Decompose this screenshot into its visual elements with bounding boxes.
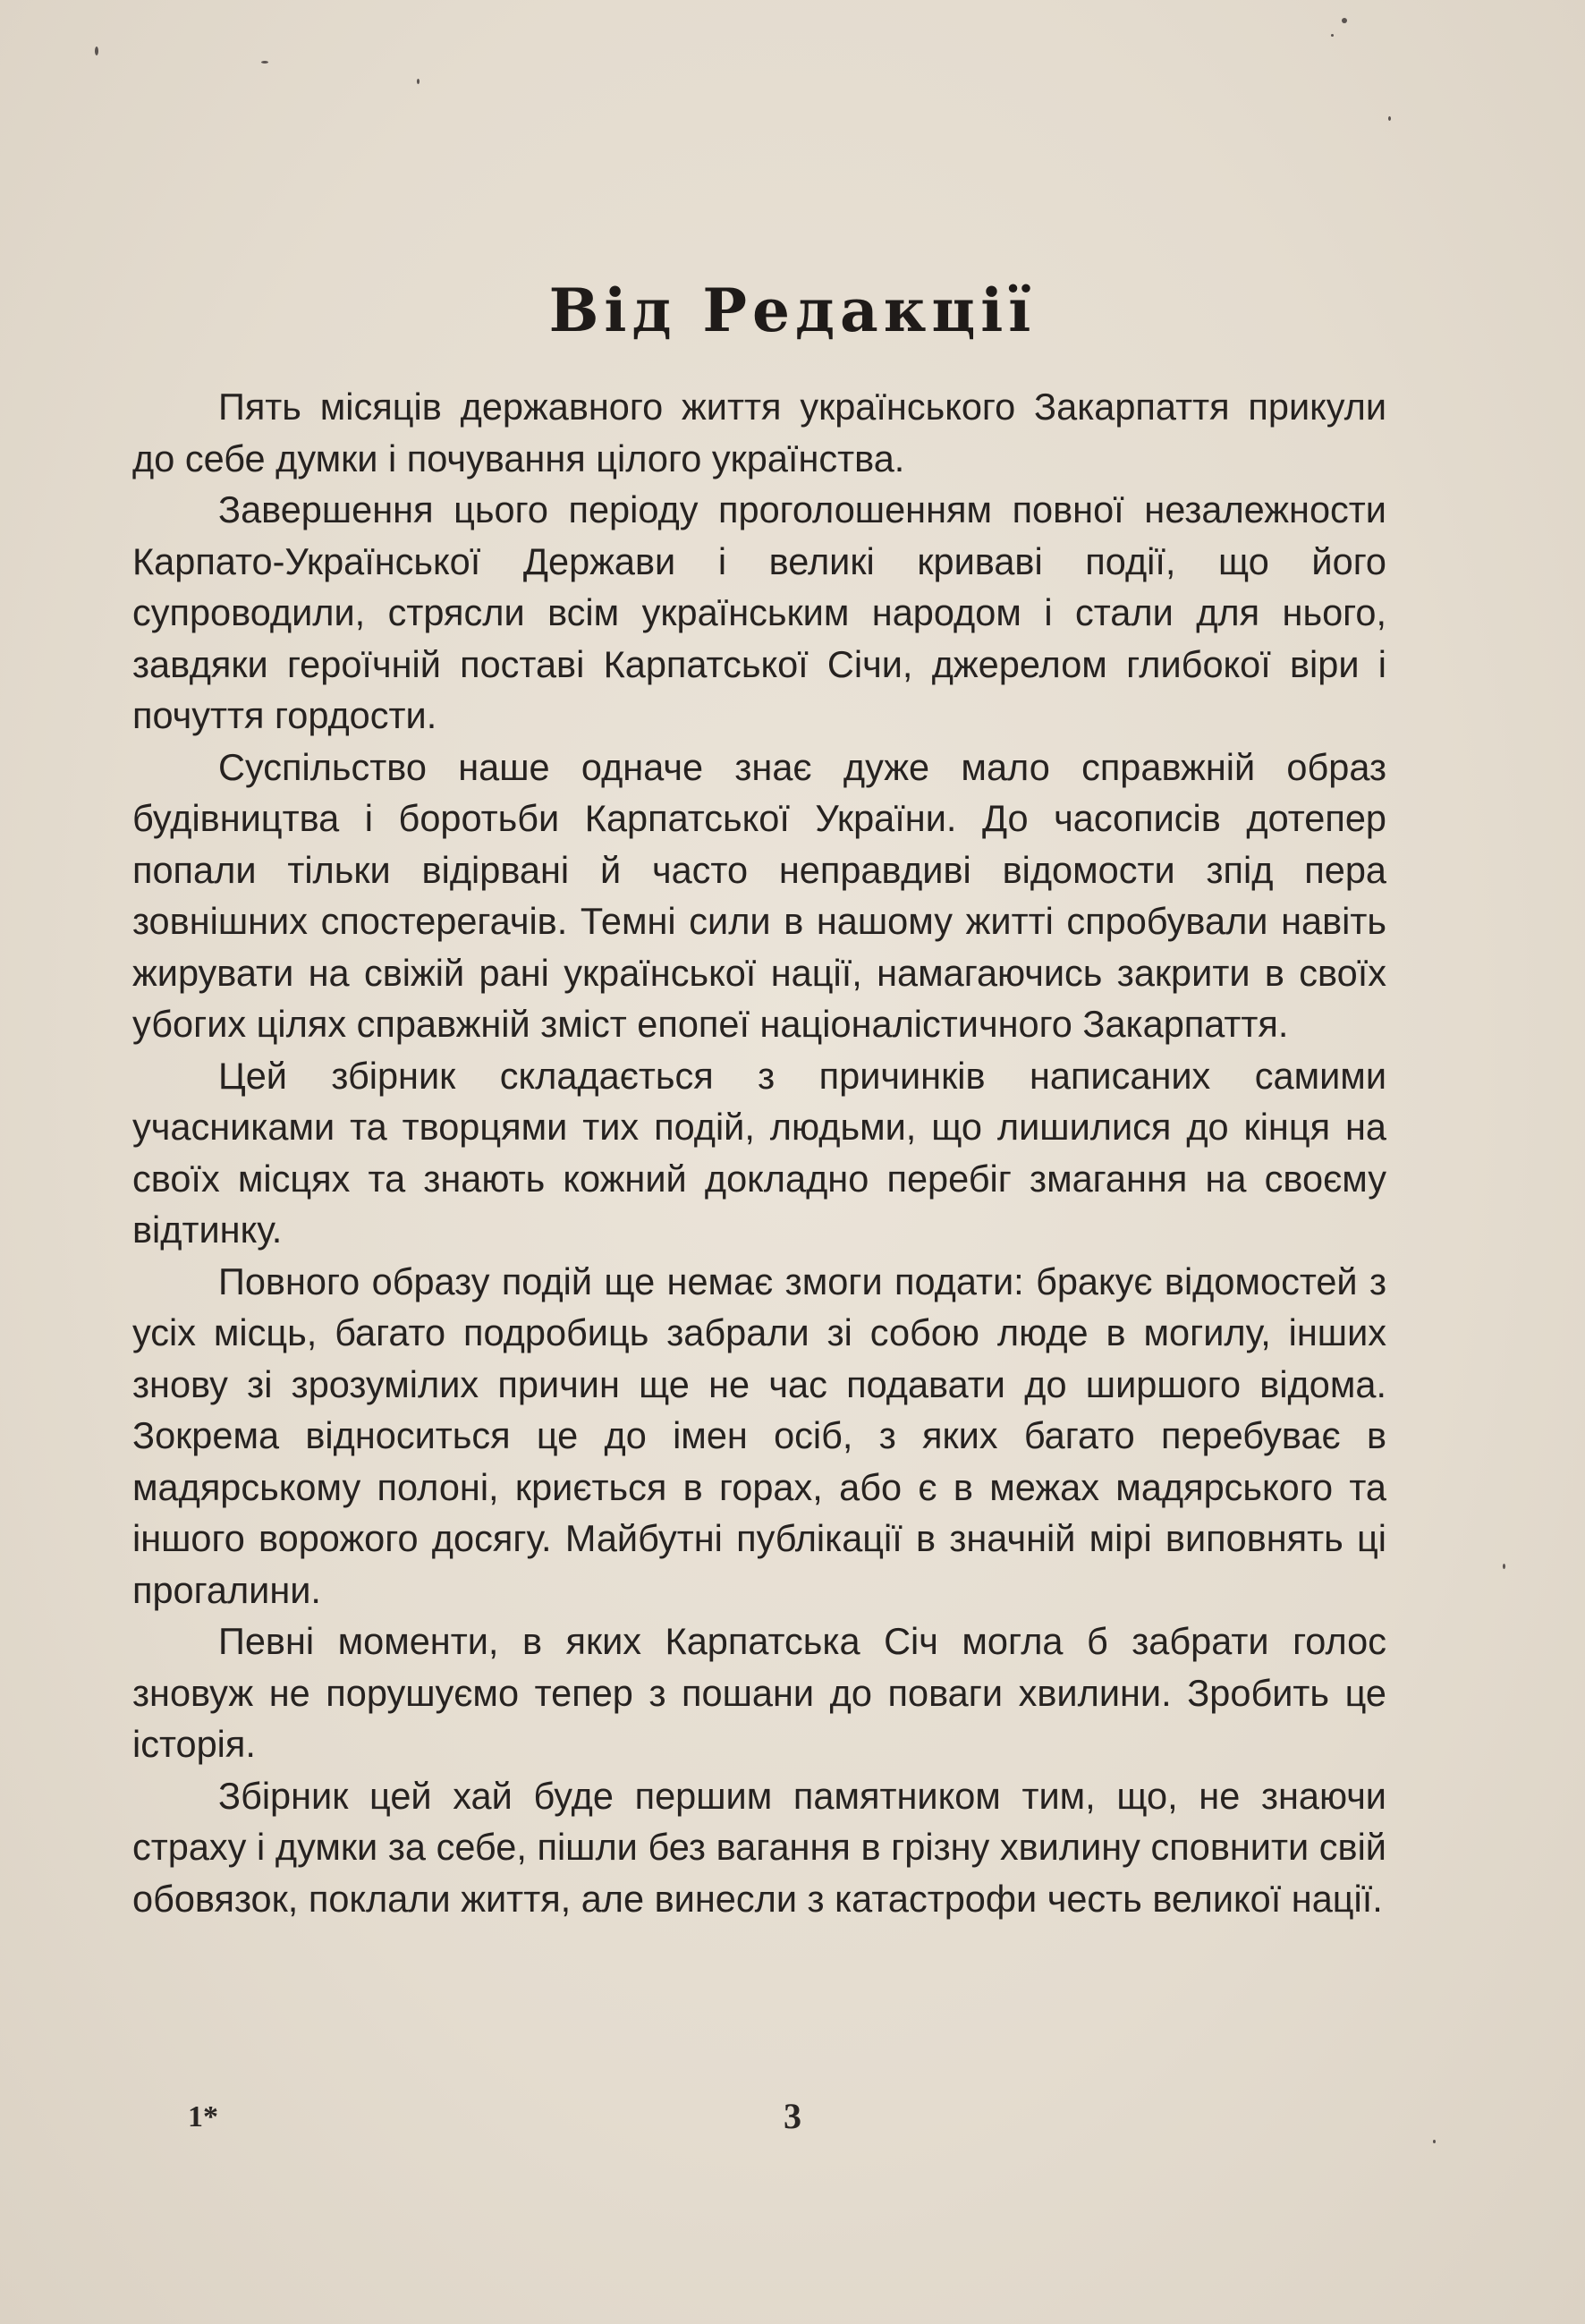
paragraph: Завершення цього періоду проголошенням повної незалежности Карпато-Української Держави і великі криваві події, що його супроводили, стрясли всім українським народом і стали для нього, завдяки героїчній поставі Карпатської Січи, джерелом глибокої віри і почуття гордости. [132,488,1386,736]
page-title: Від Редакції [548,276,1037,345]
editorial-text [132,381,1386,1924]
paragraph: Збірник цей хай буде першим памятником тим, що, не знаючи страху і думки за себе, пішли без вагання в грізну хвилину сповнити свій обовязок, поклали життя, але винесли з катастрофи честь великої нації. [132,1774,1386,1920]
paper-speck [1388,116,1391,121]
page-number: 3 [784,2096,801,2136]
paper-speck [1342,18,1347,23]
paper-speck [261,61,268,64]
paragraph: Суспільство наше одначе знає дуже мало справжній образ будівництва і боротьби Карпатської України. До часописів дотепер попали тільки відірвані й часто неправдиві відомости зпід пера зовнішних спостерегачів. Темні сили в нашому житті спробували навіть жирувати на свіжій рані української нації, намагаючись закрити в своїх убогих цілях справжній зміст епопеї націоналістичного Закарпаття. [132,745,1386,1045]
paragraph: Цей збірник складається з причинків написаних самими учасниками та творцями тих подій, людьми, що лишилися до кінця на своїх місцях та знають кожний докладно перебіг змагання на своєму відтинку. [132,1054,1386,1251]
paper-speck [1503,1564,1505,1569]
paragraph: Певні моменти, в яких Карпатська Січ могла б забрати голос зновуж не порушуємо тепер з пошани до поваги хвилини. Зробить це історія. [132,1620,1386,1765]
paragraph: Пять місяців державного життя українського Закарпаття прикули до себе думки і почування цілого українства. [132,386,1386,479]
paper-speck [95,47,98,55]
paper-speck [1331,34,1334,37]
paper-speck [417,79,420,84]
paper-speck [1433,2140,1436,2143]
paragraph: Повного образу подій ще немає змоги подати: бракує відомостей з усіх місць, багато подробиць забрали зі собою люде в могилу, інших знову зі зрозумілих причин ще не час подавати до ширшого відома. Зокрема відноситься це до імен осіб, з яких багато перебуває в мадярському полоні, криється в горах, або є в межах мадярського та іншого ворожого досягу. Майбутні публікації в значній мірі виповнять ці прогалини. [132,1260,1386,1611]
signature-mark: 1* [188,2100,218,2133]
